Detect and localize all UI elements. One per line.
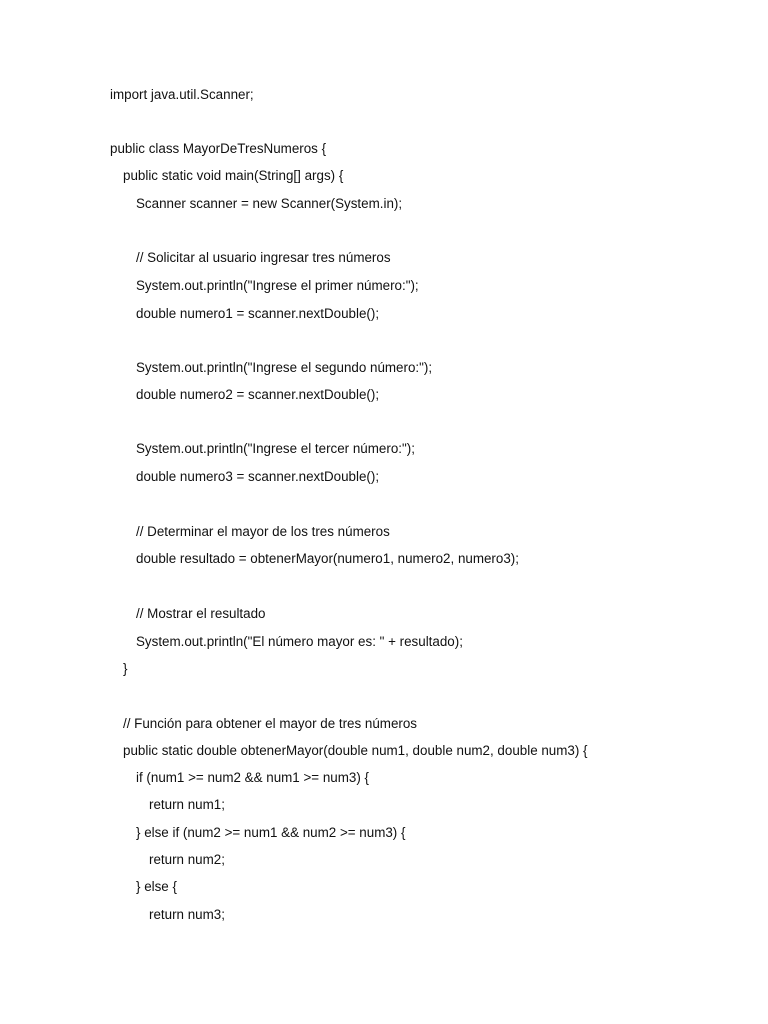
- code-line: double resultado = obtenerMayor(numero1, numero2, numero3);: [136, 551, 519, 566]
- code-line: System.out.println("Ingrese el primer número:");: [136, 278, 419, 293]
- code-line: import java.util.Scanner;: [110, 87, 254, 102]
- code-line: return num1;: [149, 797, 225, 812]
- code-line: public static double obtenerMayor(double num1, double num2, double num3) {: [123, 743, 588, 758]
- code-comment: // Función para obtener el mayor de tres números: [123, 716, 417, 731]
- code-comment: // Solicitar al usuario ingresar tres números: [136, 250, 391, 265]
- code-line: Scanner scanner = new Scanner(System.in);: [136, 196, 403, 211]
- code-line: double numero2 = scanner.nextDouble();: [136, 387, 380, 402]
- code-line: public static void main(String[] args) {: [123, 168, 344, 183]
- code-line: }: [123, 661, 128, 676]
- code-line: } else {: [136, 879, 177, 894]
- code-line: double numero1 = scanner.nextDouble();: [136, 306, 380, 321]
- code-line: if (num1 >= num2 && num1 >= num3) {: [136, 770, 369, 785]
- code-line: System.out.println("Ingrese el segundo número:");: [136, 360, 433, 375]
- code-comment: // Determinar el mayor de los tres números: [136, 524, 390, 539]
- code-line: return num2;: [149, 852, 225, 867]
- code-line: } else if (num2 >= num1 && num2 >= num3) {: [136, 825, 406, 840]
- code-line: System.out.println("El número mayor es: " + resultado);: [136, 634, 463, 649]
- code-line: public class MayorDeTresNumeros {: [110, 141, 327, 156]
- code-line: return num3;: [149, 907, 225, 922]
- code-line: System.out.println("Ingrese el tercer número:");: [136, 441, 415, 456]
- code-comment: // Mostrar el resultado: [136, 606, 266, 621]
- code-line: double numero3 = scanner.nextDouble();: [136, 469, 380, 484]
